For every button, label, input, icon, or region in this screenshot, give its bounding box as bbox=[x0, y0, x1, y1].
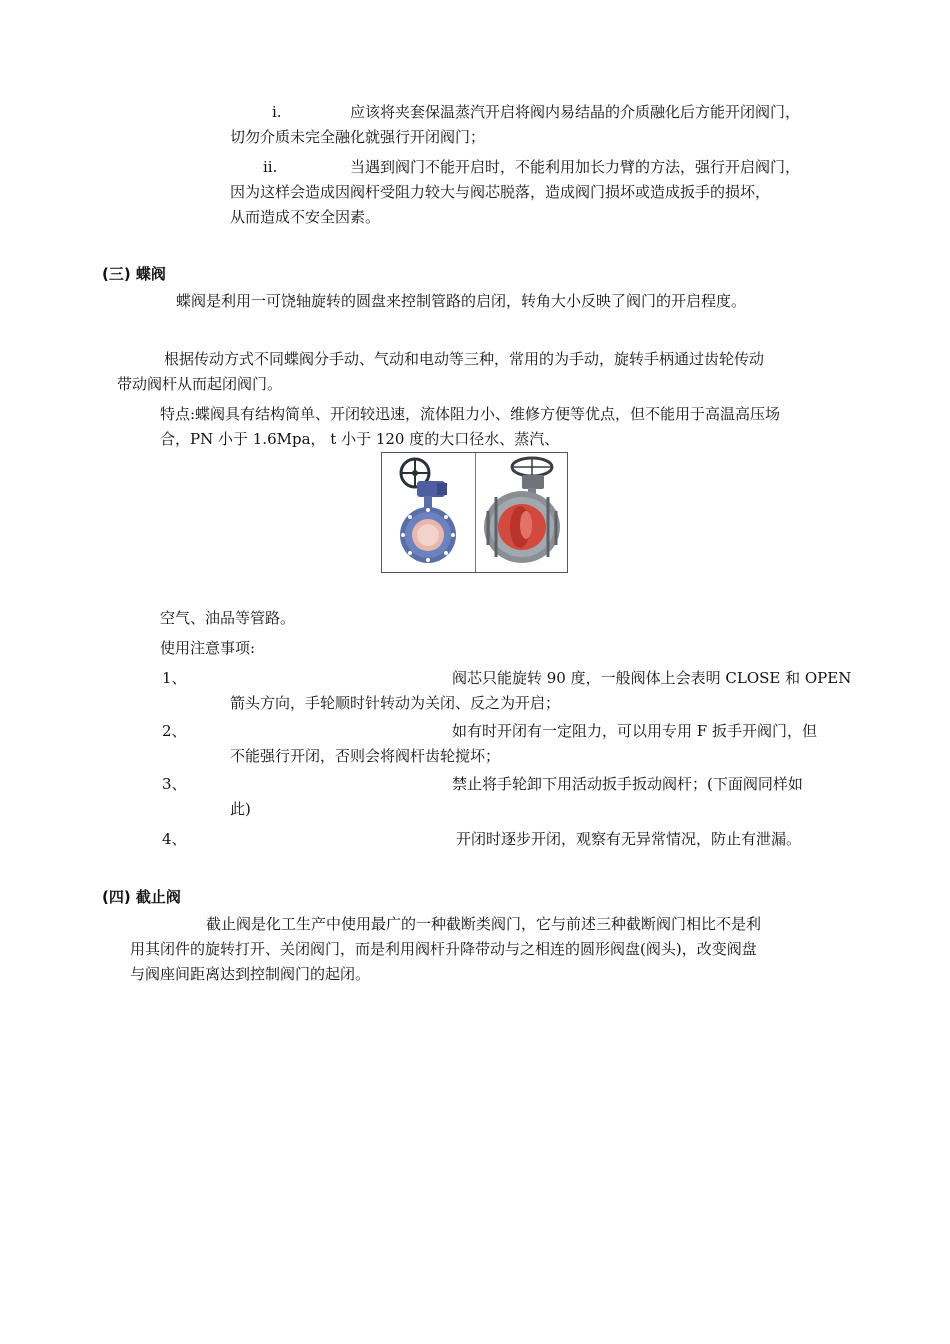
usage-item-line2: 此) bbox=[230, 800, 251, 818]
butterfly-valve-grey-image bbox=[476, 453, 569, 572]
note-i-line2: 切勿介质未完全融化就强行开闭阀门； bbox=[230, 128, 486, 146]
section3-intro: 蝶阀是利用一可饶轴旋转的圆盘来控制管路的启闭，转角大小反映了阀门的开启程度。 bbox=[176, 292, 747, 310]
section3-feature-line3: 空气、油品等管路。 bbox=[160, 609, 296, 627]
usage-item-num: 1、 bbox=[162, 669, 187, 687]
section3-feature-line2: 合，PN 小于 1.6Mpa， t 小于 120 度的大口径水、蒸汽、 bbox=[160, 430, 560, 448]
butterfly-valve-figure bbox=[381, 452, 568, 573]
section4-line3: 与阀座间距离达到控制阀门的起闭。 bbox=[130, 965, 371, 983]
section4-heading: (四) 截止阀 bbox=[102, 888, 181, 906]
butterfly-valve-blue-image bbox=[382, 453, 475, 572]
butterfly-valve-photo-right bbox=[475, 453, 569, 572]
usage-item-line2: 不能强行开闭，否则会将阀杆齿轮搅坏； bbox=[230, 747, 501, 765]
usage-item-line2: 箭头方向，手轮顺时针转动为关闭、反之为开启； bbox=[230, 694, 561, 712]
note-ii-marker: ii. bbox=[263, 158, 278, 176]
usage-item-line1: 开闭时逐步开闭，观察有无异常情况，防止有泄漏。 bbox=[456, 830, 802, 848]
usage-item-num: 2、 bbox=[162, 722, 187, 740]
note-ii-line1: 当遇到阀门不能开启时，不能利用加长力臂的方法，强行开启阀门， bbox=[350, 158, 801, 176]
section4-line1: 截止阀是化工生产中使用最广的一种截断类阀门，它与前述三种截断阀门相比不是利 bbox=[206, 915, 762, 933]
usage-item-num: 4、 bbox=[162, 830, 187, 848]
section3-feature-line1: 特点:蝶阀具有结构简单、开闭较迅速，流体阻力小、维修方便等优点，但不能用于高温高压场 bbox=[160, 405, 781, 423]
section4-line2: 用其闭件的旋转打开、关闭阀门，而是利用阀杆升降带动与之相连的圆形阀盘(阀头)，改变阀盘 bbox=[130, 940, 757, 958]
note-ii-line2: 因为这样会造成因阀杆受阻力较大与阀芯脱落，造成阀门损坏或造成扳手的损坏， bbox=[230, 183, 771, 201]
usage-title: 使用注意事项: bbox=[160, 639, 256, 657]
butterfly-valve-photo-left bbox=[382, 453, 475, 572]
section3-heading: (三) 蝶阀 bbox=[102, 265, 166, 283]
note-ii-line3: 从而造成不安全因素。 bbox=[230, 208, 381, 226]
note-i-line1: 应该将夹套保温蒸汽开启将阀内易结晶的介质融化后方能开闭阀门， bbox=[350, 103, 801, 121]
section3-drive-line2: 带动阀杆从而起闭阀门。 bbox=[117, 375, 283, 393]
usage-item-line1: 阀芯只能旋转 90 度，一般阀体上会表明 CLOSE 和 OPEN bbox=[452, 669, 852, 687]
usage-item-line1: 如有时开闭有一定阻力，可以用专用 F 扳手开阀门，但 bbox=[452, 722, 817, 740]
note-i-marker: i. bbox=[272, 103, 282, 121]
usage-item-num: 3、 bbox=[162, 775, 187, 793]
section3-drive-line1: 根据传动方式不同蝶阀分手动、气动和电动等三种，常用的为手动，旋转手柄通过齿轮传动 bbox=[164, 350, 765, 368]
usage-item-line1: 禁止将手轮卸下用活动扳手扳动阀杆；(下面阀同样如 bbox=[452, 775, 803, 793]
